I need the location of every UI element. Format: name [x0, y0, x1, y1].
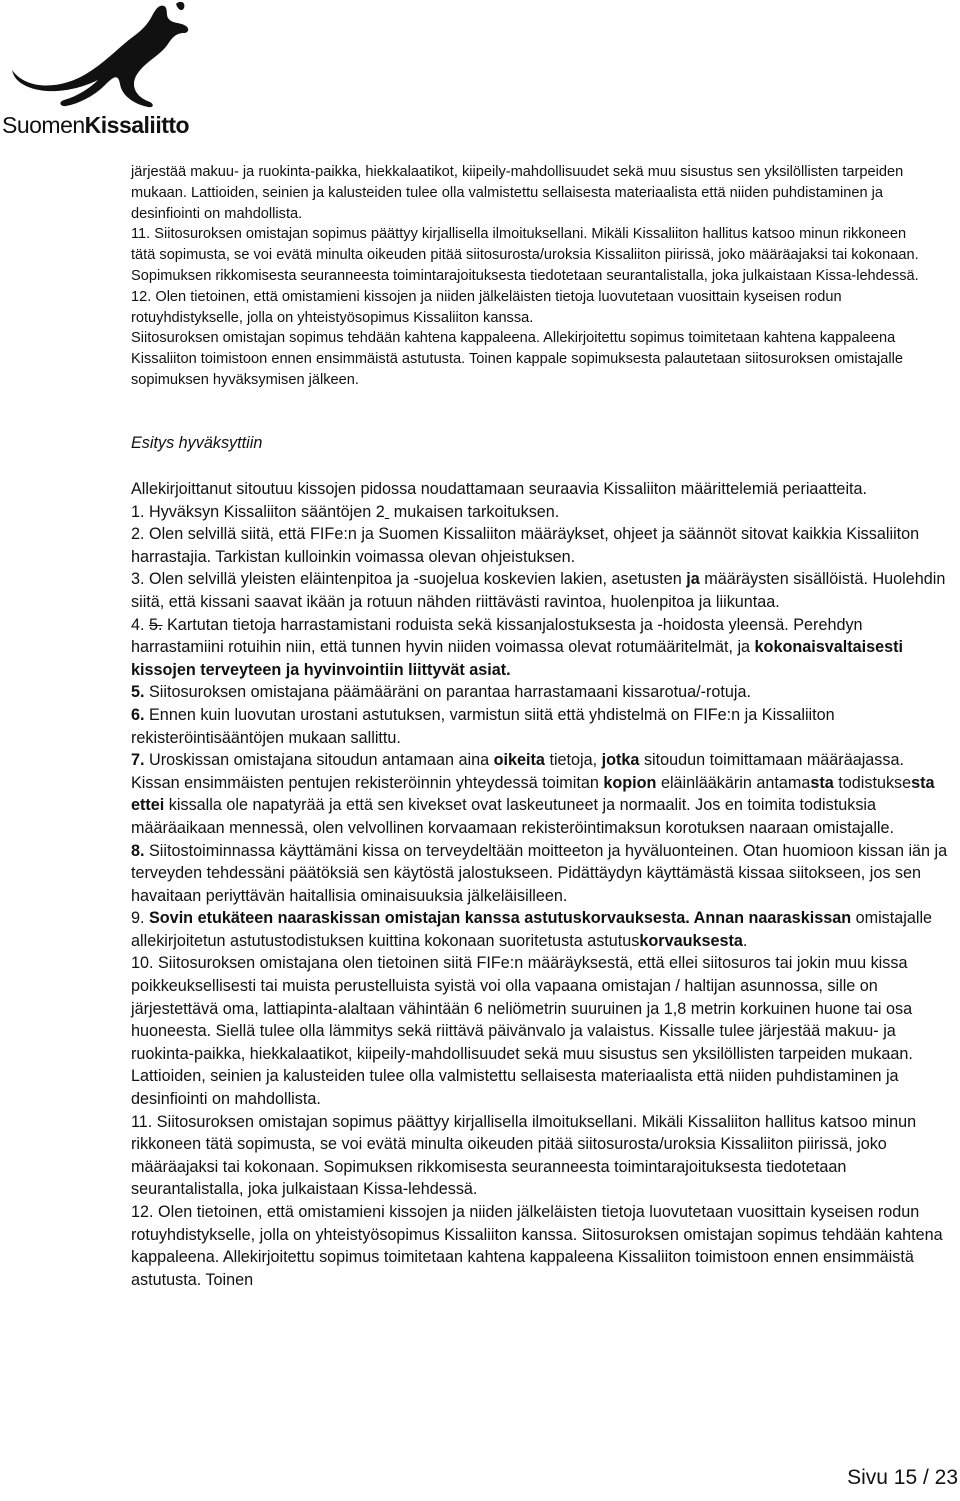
logo-text [2, 112, 189, 139]
text: Ennen kuin luovutan urostani astutuksen, varmistun siitä että yhdistelmä on FIFe:n ja Kissaliiton rekisteröintisääntöjen mukaan sallittu. [131, 705, 835, 747]
text: eläinlääkärin antama [656, 773, 811, 792]
text: todistukse [833, 773, 912, 792]
principle-11: 11. Siitosuroksen omistajan sopimus päättyy kirjallisella ilmoituksellani. Mikäli Kissaliiton hallitus katsoo minun rikkoneen tätä sopimusta, se voi evätä minulta oikeuden pitää siitosurosta/uroksia Kissaliiton piirissä, joko määräajaksi tai kokonaan. Sopimuksen rikkomisesta seuranneesta toimintarajoituksesta tiedotetaan seurantalistalla, joka julkaistaan Kissa-lehdessä. [131, 1112, 917, 1199]
text: oikeita [493, 751, 545, 770]
text: sitoudun toimittamaan määräajassa. Kissan ensimmäisten pentujen rekisteröinnin yhteydessä toimitan [131, 751, 904, 792]
text: ja [686, 570, 700, 589]
text: jotka [601, 751, 640, 770]
text: omistajalle allekirjoitetun astutustodistuksen kuittina kokonaan suoritetusta astutus [131, 909, 933, 950]
principle-7 [131, 749, 957, 839]
text: 1. Hyväksyn Kissaliiton sääntöjen 2 [131, 502, 385, 521]
section-continuation [131, 162, 931, 391]
paragraph: Siitosuroksen omistajan sopimus tehdään kahtena kappaleena. Allekirjoitettu sopimus toimitetaan kahtena kappaleena Kissaliiton toimistoon ennen ensimmäistä astutusta. Toinen kappale sopimuksesta palautetaan siitosuroksen omistajalle sopimuksen hyväksymisen jälkeen. [131, 330, 904, 388]
text: Kartutan tietoja harrastamistani roduista sekä kissanjalostuksesta ja -hoidosta yleensä. Perehdyn harrastamiini rotuihin niin, että tunnen hyvin niiden voimassa olevat rotumääritelmät, ja [131, 615, 863, 657]
strikethrough-text: 5. [149, 615, 163, 634]
principle-12: 12. Olen tietoinen, että omistamieni kissojen ja niiden jälkeläisten tietoja luovutetaan vuosittain kyseisen rodun rotuyhdistykselle, jolla on yhteistyösopimus Kissaliiton kanssa. Siitosuroksen omistajan sopimus tehdään kahtena kappaleena. Allekirjoitettu sopimus toimitetaan kahtena kappaleena Kissaliiton toimistoon ennen ensimmäistä astutusta. Toinen [131, 1203, 943, 1289]
principle-5 [131, 681, 957, 704]
intro-paragraph: Allekirjoittanut sitoutuu kissojen pidossa noudattamaan seuraavia Kissaliiton määrittelemiä periaatteita. [131, 480, 868, 498]
paragraph: 11. Siitosuroksen omistajan sopimus päättyy kirjallisella ilmoituksellani. Mikäli Kissaliiton hallitus katsoo minun rikkoneen tätä sopimusta, se voi evätä minulta oikeuden pitää siitosurosta/uroksia Kissaliiton piirissä, joko määräajaksi tai kokonaan. Sopimuksen rikkomisesta seuranneesta toimintarajoituksesta tiedotetaan seurantalistalla, joka julkaistaan Kissa-lehdessä. [131, 226, 919, 284]
principle-6 [131, 704, 957, 749]
text: Siitosuroksen omistajana päämääräni on parantaa harrastamaani kissarotua/-rotuja. [144, 683, 751, 702]
text: Sovin etukäteen naaraskissan omistajan kanssa astutuskorvauksesta. Annan naaraskissan [149, 909, 852, 928]
page-number: Sivu 15 / 23 [847, 1466, 958, 1489]
text: tietoja, [544, 751, 602, 770]
principle-1 [131, 501, 957, 524]
paragraph: 12. Olen tietoinen, että omistamieni kissojen ja niiden jälkeläisten tietoja luovutetaan vuosittain kyseisen rodun rotuyhdistykselle, jolla on yhteistyösopimus Kissaliiton kanssa. [131, 288, 842, 326]
text: 4. [131, 615, 149, 634]
principle-9 [131, 907, 957, 952]
text: korvauksesta [639, 931, 743, 950]
text: Siitostoiminnassa käyttämäni kissa on terveydeltään moitteeton ja hyväluonteinen. Otan huomioon kissan iän ja terveyden tehdessäni päätöksiä sen käytöstä jalostukseen. Pidättäydyn käyttämästä kissaa siitokseen, jos sen havaitaan periyttävän haitallisia ominaisuuksia jälkeläisilleen. [131, 841, 948, 905]
principle-8 [131, 840, 957, 908]
text: . [742, 931, 748, 950]
text: 6. [131, 705, 145, 724]
text: 9. [131, 909, 149, 928]
principle-10: 10. Siitosuroksen omistajana olen tietoinen siitä FIFe:n määräyksestä, että ellei siitosuros tai jokin muu kissa poikkeuksellisesti tai muista perustelluista syistä voi olla vapaana omistajan / haltijan asunnossa, sille on järjestettävä oma, lattiapinta-alaltaan vähintään 6 neliömetrin suuruinen ja 1,8 metrin korkuinen huone tai osa huoneesta. Siellä tulee olla lämmitys sekä riittävä päivänvalo ja valaistus. Kissalle tulee järjestää makuu- ja ruokinta-paikka, hiekkalaatikot, kiipeily-mahdollisuudet sekä muu sisustus sen yksilöllisten tarpeiden mukaan. Lattioiden, seinien ja kalusteiden tulee olla valmistettu sellaisesta materiaalista että niiden puhdistaminen ja desinfiointi on mahdollista. [131, 954, 913, 1109]
principles-section [131, 478, 957, 1291]
text: sta [810, 773, 834, 792]
text: Uroskissan omistajana sitoudun antamaan aina [144, 751, 494, 770]
esitys-heading: Esitys hyväksyttiin [131, 434, 263, 452]
text: kopion [603, 773, 657, 792]
logo-text-light: Suomen [2, 112, 85, 138]
principle-3 [131, 568, 957, 613]
text: kissalla ole napatyrää ja että sen kivekset ovat laskeutuneet ja normaalit. Jos en toimita todistuksia määräaikaan mennessä, olen velvollinen korvaamaan rekisteröintimaksun korotuksen naaraan omistajalle. [131, 796, 895, 837]
logo-text-bold: Kissaliitto [84, 112, 190, 138]
paragraph: järjestää makuu- ja ruokinta-paikka, hiekkalaatikot, kiipeily-mahdollisuudet sekä muu sisustus sen yksilöllisten tarpeiden mukaan. Lattioiden, seinien ja kalusteiden tulee olla valmistettu sellaisesta materiaalista että niiden puhdistaminen ja desinfiointi on mahdollista. [131, 164, 904, 222]
text: 3. Olen selvillä yleisten eläintenpitoa ja -suojelua koskevien lakien, asetusten [131, 570, 687, 589]
text: 5. [131, 683, 145, 702]
text: sta ettei [131, 773, 935, 815]
principle-2: 2. Olen selvillä siitä, että FIFe:n ja Suomen Kissaliiton määräykset, ohjeet ja säännöt sitovat kaikkia Kissaliiton harrastajia. Tarkistan kulloinkin voimassa olevan ohjeistuksen. [131, 525, 920, 566]
principle-4 [131, 614, 957, 682]
cat-silhouette-icon [8, 0, 208, 112]
text: 7. [131, 751, 145, 770]
text: 8. [131, 841, 145, 860]
text: mukaisen tarkoituksen. [389, 502, 560, 521]
text: kokonaisvaltaisesti kissojen terveyteen ja hyvinvointiin liittyvät asiat. [131, 638, 904, 679]
logo [0, 0, 215, 145]
text: määräysten sisällöistä. Huolehdin siitä, että kissani saavat ikään ja rotuun nähden riittävästi ravintoa, huolenpitoa ja liikuntaa. [131, 570, 946, 611]
